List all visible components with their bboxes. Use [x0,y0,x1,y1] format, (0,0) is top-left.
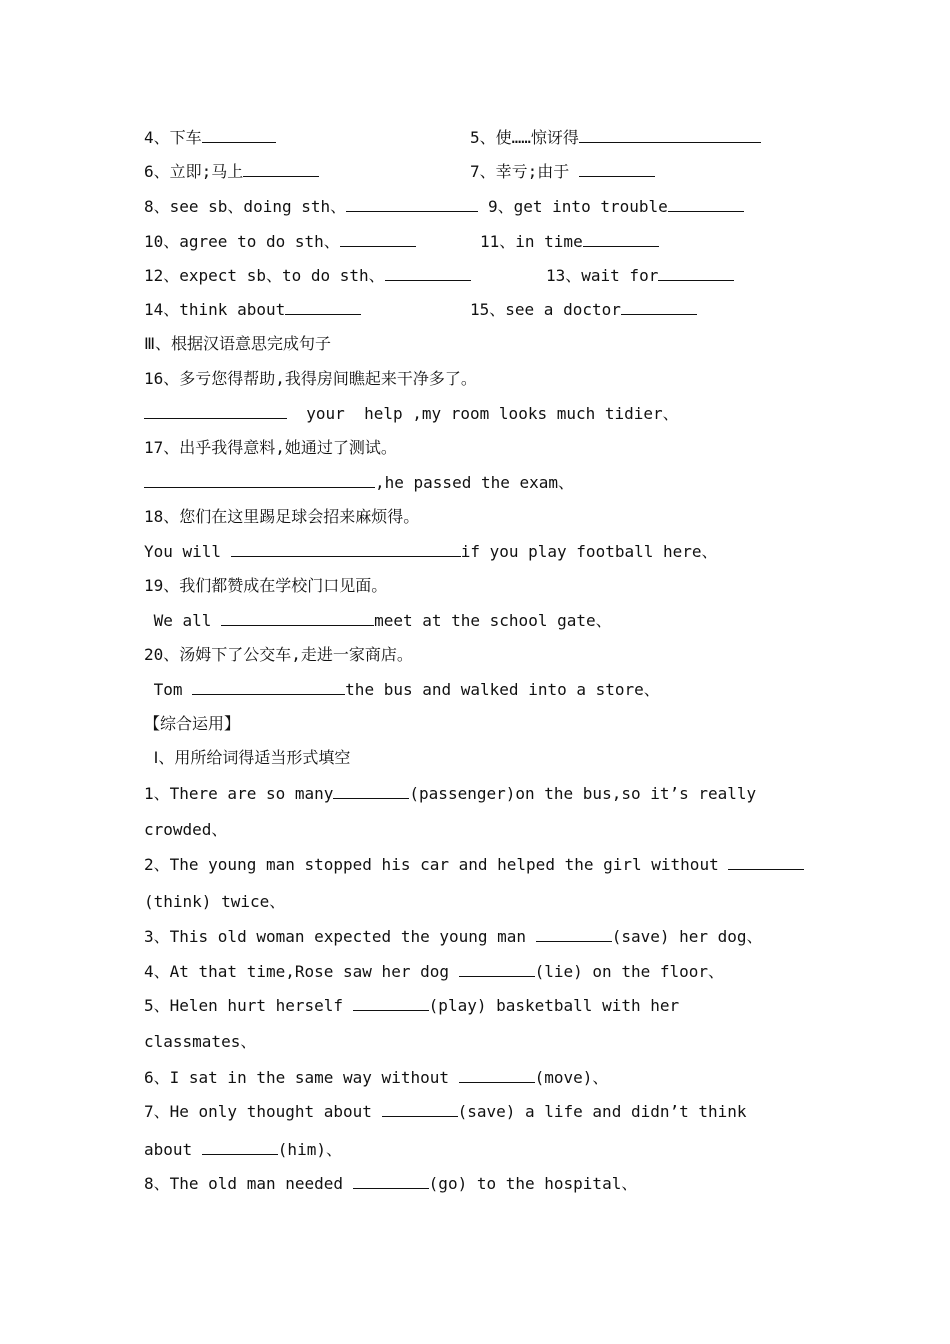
answer-blank[interactable] [144,402,287,419]
vocab-item-6: 6、立即;马上 [144,160,319,182]
sentence-answer-17: ,he passed the exam、 [144,471,574,493]
vocab-item-11: 11、in time [480,230,659,252]
answer-blank[interactable] [579,126,761,143]
answer-blank[interactable] [192,678,345,695]
section-heading: Ⅲ、根据汉语意思完成句子 [144,334,332,353]
exercise-item-5: 5、Helen hurt herself (play) basketball with her [144,996,680,1015]
answer-blank[interactable] [536,925,612,942]
exercise-instructions: Ⅰ、用所给词得适当形式填空 [144,748,351,767]
answer-blank[interactable] [459,960,535,977]
vocab-item-10: 10、agree to do sth、 [144,230,416,252]
answer-blank[interactable] [668,195,744,212]
exercise-item-1: 1、There are so many (passenger)on the bus,so it’s really [144,784,757,803]
answer-blank[interactable] [382,1100,458,1117]
exercise-item-4: 4、At that time,Rose saw her dog (lie) on the floor、 [144,962,725,981]
sentence-answer-16: your help ,my room looks much tidier、 [144,402,679,424]
vocab-item-5: 5、使……惊讶得 [470,126,761,148]
answer-blank[interactable] [221,609,374,626]
answer-blank[interactable] [728,853,804,870]
sentence-prompt-20: 20、汤姆下了公交车,走进一家商店。 [144,645,413,664]
answer-blank[interactable] [144,471,375,488]
answer-blank[interactable] [459,1066,535,1083]
vocab-item-7: 7、幸亏;由于 [470,160,655,182]
exercise-item-2: 2、The young man stopped his car and helped the girl without [144,853,804,875]
exercise-item-7: 7、He only thought about (save) a life and didn’t think [144,1102,747,1121]
vocab-item-8: 8、see sb、doing sth、 [144,195,478,217]
vocab-item-15: 15、see a doctor [470,298,697,320]
sentence-prompt-18: 18、您们在这里踢足球会招来麻烦得。 [144,507,420,526]
sentence-prompt-17: 17、出乎我得意料,她通过了测试。 [144,438,397,457]
answer-blank[interactable] [621,298,697,315]
answer-blank[interactable] [202,1138,278,1155]
sentence-answer-19: We all meet at the school gate、 [144,611,612,630]
answer-blank[interactable] [285,298,361,315]
exercise-item-3: 3、This old woman expected the young man (save) her dog、 [144,927,763,946]
vocab-item-13: 13、wait for [546,264,734,286]
answer-blank[interactable] [385,264,471,281]
vocab-item-9: 9、get into trouble [488,195,744,217]
answer-blank[interactable] [202,126,276,143]
exercise-item-1-cont: crowded、 [144,820,228,839]
answer-blank[interactable] [658,264,734,281]
answer-blank[interactable] [583,230,659,247]
answer-blank[interactable] [243,160,319,177]
answer-blank[interactable] [353,994,429,1011]
vocab-item-4: 4、下车 [144,126,276,148]
vocab-item-12: 12、expect sb、to do sth、 [144,264,471,286]
sentence-prompt-16: 16、多亏您得帮助,我得房间瞧起来干净多了。 [144,369,477,388]
exercise-item-6: 6、I sat in the same way without (move)、 [144,1068,609,1087]
answer-blank[interactable] [346,195,478,212]
answer-blank[interactable] [231,540,461,557]
vocab-item-14: 14、think about [144,298,361,320]
answer-blank[interactable] [353,1172,429,1189]
sentence-answer-18: You will if you play football here、 [144,542,718,561]
section-heading-comprehensive: 【综合运用】 [144,714,241,733]
sentence-answer-20: Tom the bus and walked into a store、 [144,680,660,699]
exercise-item-8: 8、The old man needed (go) to the hospital、 [144,1174,638,1193]
exercise-item-7-cont: about (him)、 [144,1140,342,1159]
answer-blank[interactable] [333,782,409,799]
exercise-item-5-cont: classmates、 [144,1032,257,1051]
answer-blank[interactable] [579,160,655,177]
sentence-prompt-19: 19、我们都赞成在学校门口见面。 [144,576,388,595]
exercise-item-2-cont: (think) twice、 [144,892,286,911]
answer-blank[interactable] [340,230,416,247]
